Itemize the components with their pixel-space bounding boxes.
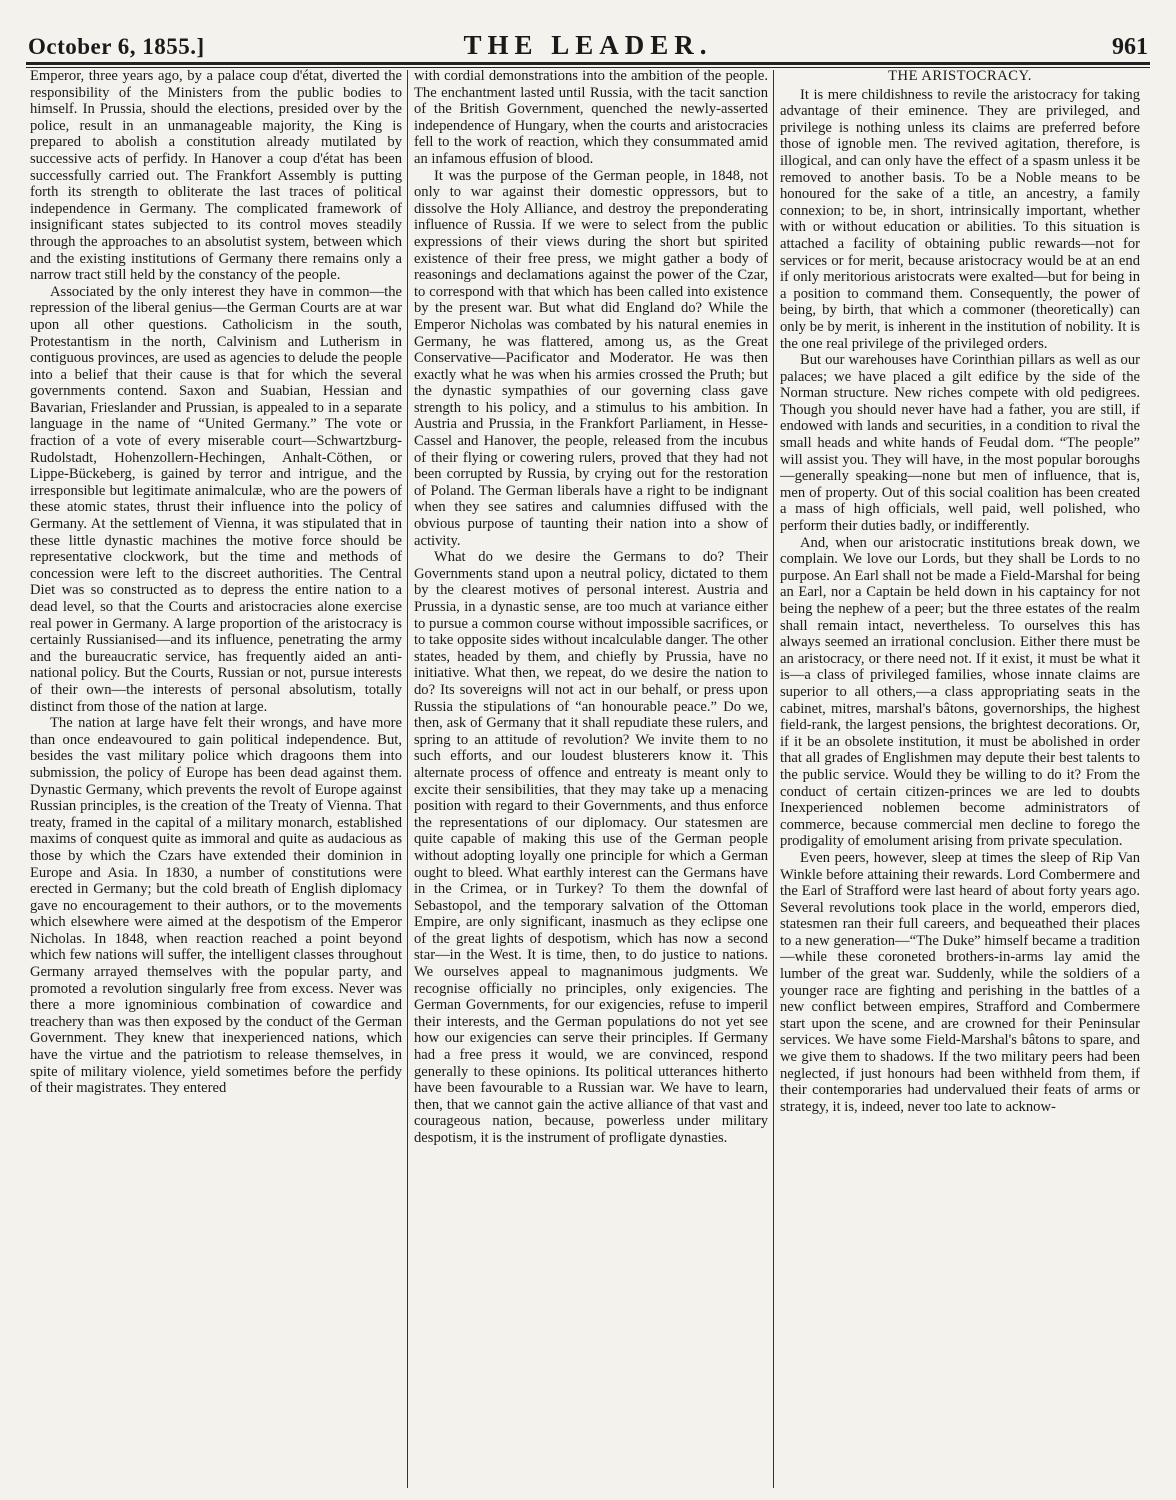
issue-date: October 6, 1855.] (28, 34, 205, 59)
paragraph: But our warehouses have Corinthian pillars as well as our palaces; we have placed a gilt edifice by the side of the Norman structure. New riches compete with old pedigrees. Though you should never have had a father, you are still, if endowed with lands and securities, in a condition to rival the small heads and white hands of Feudal dom. “The people” will assist you. They will have, in the most popular boroughs—generally speaking—none but men of influence, that is, men of property. Out of this social coalition has been created a mass of high officials, well paid, well polished, who perform their duties badly, or indifferently. (780, 352, 1140, 535)
paragraph: with cordial demonstrations into the ambition of the people. The enchantment lasted until Russia, with the tacit sanction of the British Government, quenched the newly-asserted independence of Hungary, when the courts and aristocracies fell to the work of reaction, which they consummated amid an infamous effusion of blood. (414, 68, 768, 167)
column-divider (407, 70, 408, 1488)
paragraph: What do we desire the Germans to do? Their Governments stand upon a neutral policy, dictated to them by the clearest motives of personal interest. Austria and Prussia, in a dynastic sense, are too much at variance either to pursue a common course without impossible sacrifices, or to take opposite sides without incalculable danger. The other states, headed by them, and chiefly by Prussia, have no initiative. What then, we repeat, do we desire the nation to do? Its sovereigns will not act in our behalf, or press upon Russia the stipulations of “an honourable peace.” Do we, then, ask of Germany that it shall repudiate these rulers, and spring to an attitude of revolution? We invite them to no such efforts, and our loudest blusterers know it. This alternate process of offence and entreaty is meant only to excite their sensibilities, that they may take up a menacing position with regard to their Governments, and thus enforce the representations of our diplomacy. Our statesmen are quite capable of making this use of the German people without adopting loyally one principle for which a German ought to bleed. What earthly interest can the Germans have in the Crimea, or in Turkey? To them the downfal of Sebastopol, and the temporary salvation of the Ottoman Empire, are only significant, inasmuch as they eclipse one of the great lights of despotism, which has now a second star—in the West. It is time, then, to do justice to nations. We ourselves appeal to magnanimous judgments. We recognise officially no principles, only exigencies. The German Governments, for our exigencies, refuse to imperil their interests, and the German populations do not yet see how our exigencies can serve their principles. If Germany had a free press it would, we are convinced, respond generally to these opinions. Its political utterances hitherto have been favourable to a Russian war. We have to learn, then, that we cannot gain the active alliance of that vast and courageous nation, because, powerless under military despotism, it is the instrument of profligate dynasties. (414, 549, 768, 1146)
column-3 (780, 68, 1140, 1488)
paragraph: And, when our aristocratic institutions break down, we complain. We love our Lords, but they shall be Lords to no purpose. An Earl shall not be made a Field-Marshal for being an Earl, nor a Captain be held down in his captaincy for not being the nephew of a peer; but the three estates of the realm shall remain intact, nevertheless. To ourselves this has always seemed an irrational conclusion. Either there must be an aristocracy, or there need not. If it exist, it must be what it is—a class of privileged families, whose innate claims are superior to all others,—a class appropriating seats in the cabinet, mitres, marshal's bâtons, governorships, the highest field-rank, the largest pensions, the brightest decorations. Or, if it be an obsolete institution, it must be abolished in order that all grades of Englishmen may depute their best talents to the public service. Would they be willing to do it? From the conduct of certain citizen-princes we are led to doubts Inexperienced noblemen become administrators of commerce, because commercial men decline to forego the prodigality of emolument arising from private speculation. (780, 534, 1140, 850)
publication-title: THE LEADER. (463, 30, 713, 60)
paragraph: Associated by the only interest they have in common—the repression of the liberal genius—the German Courts are at war upon all other questions. Catholicism in the south, Protestantism in the north, Calvinism and Lutherism in contiguous provinces, are used as agencies to delude the people into a belief that their cause is that for which the several governments contend. Saxon and Suabian, Hessian and Bavarian, Frieslander and Prussian, is appealed to in a separate language in the name of “United Germany.” The vote or fraction of a vote of every miserable court—Schwartzburg-Rudolstadt, Hohenzollern-Hechingen, Anhalt-Cöthen, or Lippe-Bückeberg, is gained by terror and intrigue, and the irresponsible but legitimate animalculæ, who are the powers of these atomic states, thrust their influence into the policy of Germany. At the settlement of Vienna, it was stipulated that in these little dynastic machines the motive force should be representative clockwork, but the time and methods of concession were left to the discreet authorities. The Central Diet was so constructed as to depress the entire nation to a dead level, so that the Courts and aristocracies alone exercise real power in Germany. A large proportion of the aristocracy is certainly Russianised—and its influence, penetrating the army and the bureaucratic service, has frequently aided an anti-national policy. But the Courts, Russian or not, pursue interests of their own—the interests of personal absolutism, totally distinct from those of the nation at large. (30, 283, 402, 715)
page-number: 961 (1112, 34, 1148, 60)
column-divider (773, 70, 774, 1488)
paragraph: The nation at large have felt their wrongs, and have more than once endeavoured to gain political independence. But, besides the vast military police which dragoons them into submission, the policy of Europe has been dead against them. Dynastic Germany, which prevents the revolt of Europe against Russian principles, is the creation of the Treaty of Vienna. That treaty, framed in the capital of a military monarch, established maxims of conquest quite as immoral and quite as audacious as those by which the Czars have extended their dominion in Europe and Asia. In 1830, a number of constitutions were erected in Germany; but the cold breath of English diplomacy gave no encouragement to their authors, or to the movements which elsewhere were aimed at the despotism of the Emperor Nicholas. In 1848, when reaction reached a point beyond which few nations will suffer, the intelligent classes throughout Germany arrayed themselves with the popular party, and promoted a revolution singularly free from excess. Never was there a more ignominious combination of cowardice and treachery than was then exposed by the conduct of the German Government. They knew that inexperienced nations, which have the virtue and the patriotism to release themselves, in spite of military violence, yield sometimes before the perfidy of their magistrates. They entered (30, 715, 402, 1097)
paragraph: It is mere childishness to revile the aristocracy for taking advantage of their eminence. They are privileged, and privilege is nothing unless its claims are preferred before those of ignoble men. The revived agitation, therefore, is illogical, and can only have the effect of a spasm unless it be removed to another basis. To be a Noble means to be honoured for the sake of a title, an ancestry, a family connexion; to be, in short, intrinsically important, whether with or without education or abilities. To this situation is attached a facility of obtaining public rewards—not for services or for merit, because aristocracy would be at an end if only meritorious aristocrats were exalted—but for being in a position to command them. Consequently, the power of being, by birth, that which a commoner (theoretically) can only be by merit, is inherent in the institution of nobility. It is the one real privilege of the privileged orders. (780, 86, 1140, 352)
column-2 (414, 68, 768, 1488)
page-header (28, 30, 1148, 60)
column-1 (30, 68, 402, 1488)
article-title: THE ARISTOCRACY. (888, 68, 1032, 84)
paragraph: Emperor, three years ago, by a palace coup d'état, diverted the responsibility of the Ministers from the public bodies to himself. In Prussia, should the elections, presided over by the police, result in an unmanageable majority, the King is prepared to abolish a constitution already mutilated by successive acts of perfidy. In Hanover a coup d'état has been successfully carried out. The Frankfort Assembly is putting forth its strength to obliterate the last traces of political independence in Germany. The complicated framework of insignificant states subjected to its control moves steadily through the approaches to an absolutist system, between which and the existing institutions of Germany there remains only a narrow tract still held by the constancy of the people. (30, 68, 402, 284)
header-rule-thick (26, 62, 1150, 65)
paragraph: Even peers, however, sleep at times the sleep of Rip Van Winkle before attaining their rewards. Lord Combermere and the Earl of Strafford were last heard of about forty years ago. Several revolutions took place in the world, emperors died, statesmen ran their full careers, and bequeathed their places to a new generation—“The Duke” himself became a tradition—while these coroneted brothers-in-arms lay amid the lumber of the great war. Suddenly, while the soldiers of a younger race are fighting and perishing in the battles of a new conflict between empires, Strafford and Combermere start upon the scene, and are crowned for their Peninsular services. We have some Field-Marshal's bâtons to spare, and we give them to shadows. If the two military peers had been neglected, if just honours had been withheld from them, if their contemporaries had undervalued their feats of arms or strategy, it is, indeed, never too late to acknow- (780, 849, 1140, 1115)
paragraph: It was the purpose of the German people, in 1848, not only to war against their domestic oppressors, but to dissolve the Holy Alliance, and destroy the preponderating influence of Russia. If we were to select from the public expressions of their views during the short but spirited existence of their free press, we might gather a body of reasonings and declamations against the power of the Czar, to correspond with that which has been called into existence by the present war. But what did England do? While the Emperor Nicholas was combated by his natural enemies in Germany, he was flattered, among us, as the Great Conservative—Pacificator and Moderator. He was then exactly what he was when his armies crossed the Pruth; but the dynastic sympathies of our governing class gave strength to his policy, and a stimulus to his ambition. In Austria and Prussia, in the Frankfort Parliament, in Hesse-Cassel and Hanover, the people, released from the incubus of their flying or cowering rulers, proved that they had not been corrupted by Russia, by crying out for the restoration of Poland. The German liberals have a right to be indignant when they see satires and calumnies diffused with the obvious purpose of taunting their nation into a show of activity. (414, 167, 768, 549)
